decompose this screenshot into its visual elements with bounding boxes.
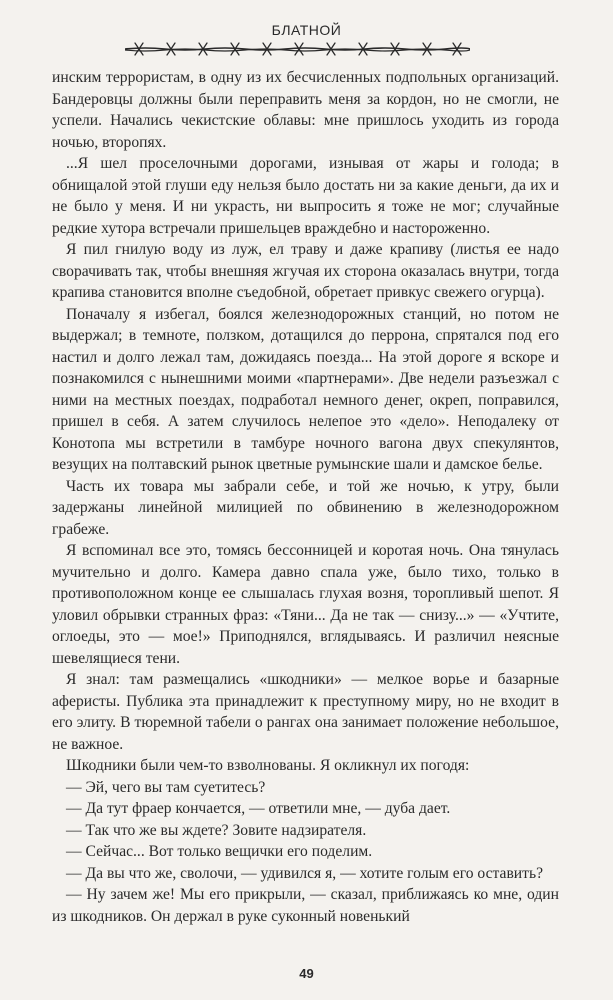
dialogue-line: — Да вы что же, сволочи, — удивился я, — хотите голым его оставить? <box>66 864 544 882</box>
page-number: 49 <box>299 966 314 981</box>
paragraph: Поначалу я избегал, боялся железнодорожных станций, но потом не выдержал; в темноте, ползком, дотащился до перрона, спрятался под его настил и долго лежал там, дожидаясь поезда... На этой дороге я вскоре и познакомился с нынешними моими «партнерами». Две недели разъезжал с ними на местных поездах, подработал немного денег, окреп, поправился, пришел в себя. А затем случилось нелепое это «дело». Неподалеку от Конотопа мы встретили в тамбуре ночного вагона двух спекулянтов, везущих на полтавский рынок цветные румынские шали и дамское белье. <box>52 305 559 473</box>
dialogue-line: — Эй, чего вы там суетитесь? <box>66 778 266 796</box>
dialogue-line: — Да тут фраер кончается, — ответили мне, — дуба дает. <box>66 800 451 817</box>
running-title: БЛАТНОЙ <box>271 22 342 38</box>
paragraph: ...Я шел проселочными дорогами, изнывая от жары и голода; в обнищалой этой глуши еду нельзя было достать ни за какие деньги, да их и не было у меня. И ни украсть, ни выпросить я тоже не мог; случайные редкие хутора встречали пришельцев враждебно и настороженно. <box>52 155 559 237</box>
paragraph: Я знал: там размещались «шкодники» — мелкое ворье и базарные аферисты. Публика эта принадлежит к преступному миру, но не входит в его элиту. В тюремной табели о рангах она занимает положение небольшое, не важное. <box>52 671 559 753</box>
paragraph: Часть их товара мы забрали себе, и той же ночью, к утру, были задержаны линейной милицией по обвинению в железнодорожном грабеже. <box>52 477 559 538</box>
body-text <box>52 67 559 927</box>
paragraph: Я пил гнилую воду из луж, ел траву и даже крапиву (листья ее надо сворачивать так, чтобы внешняя жгучая их сторона оказалась внутри, тогда крапива становится вполне съедобной, обретает привкус свежего огурца). <box>52 241 559 301</box>
paragraph: Я вспоминал все это, томясь бессонницей и коротая ночь. Она тянулась мучительно и долго. Камера давно спала уже, было тихо, только в противоположном конце ее слышалась глухая возня, торопливый шепот. Я уловил обрывки странных фраз: «Тяни... Да не так — снизу...» — «Учтите, оглоеды, это — мое!» Приподнялся, вглядываясь. И различил неясные шевелящиеся тени. <box>52 542 559 667</box>
paragraph: Шкодники были чем-то взволнованы. Я окликнул их погодя: <box>66 757 470 774</box>
dialogue-line: — Ну зачем же! Мы его прикрыли, — сказал, приближаясь ко мне, один из шкодников. Он держал в руке суконный новенький <box>52 886 559 925</box>
dialogue-line: — Так что же вы ждете? Зовите надзирателя. <box>66 821 367 839</box>
dialogue-line: — Сейчас... Вот только вещички его поделим. <box>66 843 373 860</box>
paragraph: инским террористам, в одну из их бесчисленных подпольных организаций. Бандеровцы должны были переправить меня за кордон, но не смогли, не успели. Начались чекистские облавы: мне пришлось уходить из города ночью, второпях. <box>52 69 559 151</box>
barbed-wire-icon <box>125 40 470 58</box>
